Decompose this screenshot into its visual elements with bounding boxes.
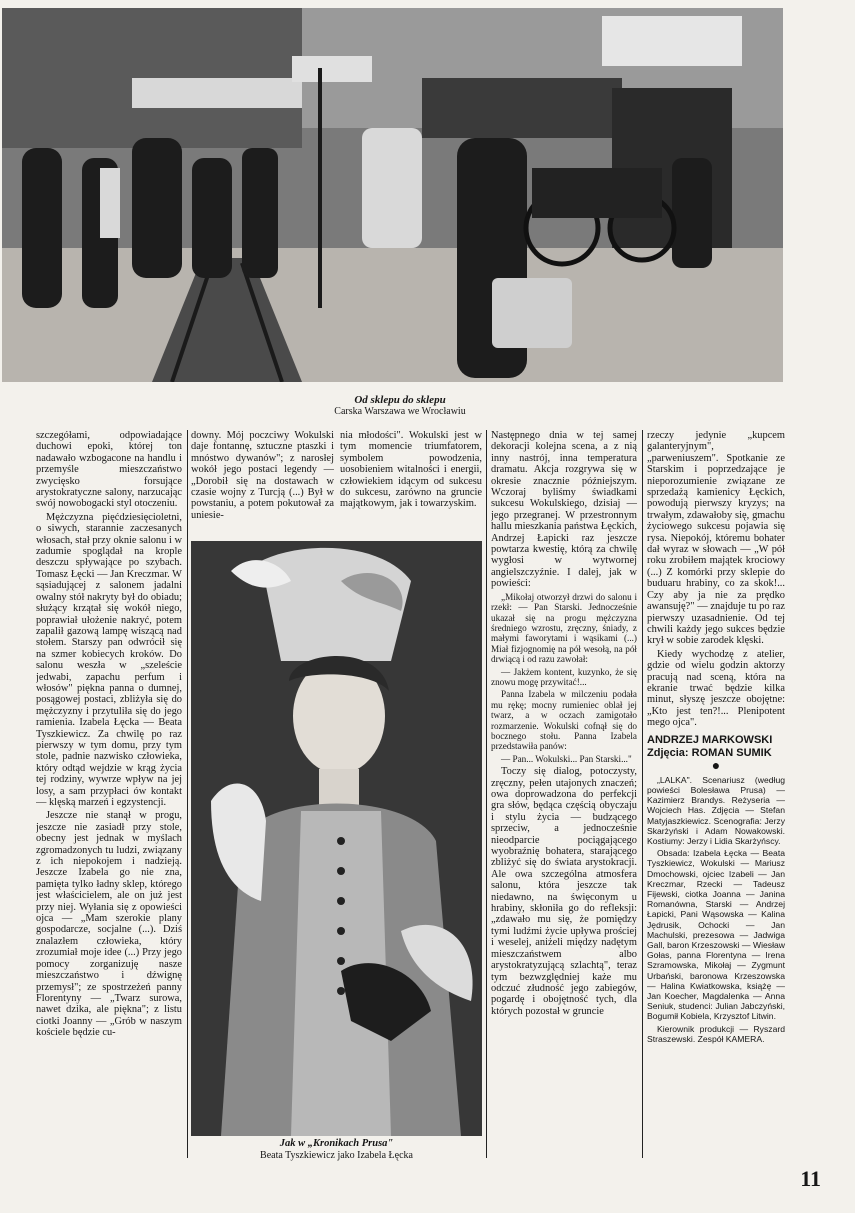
col4-quote-4: — Pan... Wokulski... Pan Starski..." bbox=[501, 753, 632, 764]
column-rule-2 bbox=[486, 430, 487, 1158]
credits-production: Kierownik produkcji — Ryszard Straszewski. Zespół KAMERA. bbox=[647, 1023, 785, 1044]
text-column-2 bbox=[191, 430, 334, 538]
col4-paragraph-1: Następnego dnia w tej samej dekoracji kolejna scena, a z nią inny nastrój, inna temperatura dramatu. Akcja rozgrywa się w okresie znacznie późniejszym. Wczoraj byliśmy świadkami sukcesu Wokulskiego, dzisiaj — jego przegranej. W przestronnym hallu mieszkania państwa Łęckich, Andrzej Łapicki raz jeszcze powtarza kwestię, którą za chwilę wygłosi w wytwornej angielszczyźnie. I dalej, jak w powieści: bbox=[491, 430, 637, 590]
portrait-photo bbox=[191, 541, 482, 1136]
col4-quote-3: Panna Izabela w milczeniu podała mu rękę; mocny rumieniec oblał jej twarz, a w oczach zamigotało rozmarzenie. Wokulski cofnął się do bocznego stołu. Panna Izabela przedstawiła panów: bbox=[491, 689, 637, 752]
portrait-caption-title: Jak w „Kronikach Prusa" bbox=[279, 1138, 394, 1149]
col4-paragraph-2: Toczy się dialog, potoczysty, zręczny, pełen utajonych znaczeń; owa doprowadzona do perfekcji gra słów, będąca częścią obyczaju i stylu życia — budzącego sprzeciw, a jednocześnie nieodparcie pociągającego wyobraźnię bohatera, starającego zbliżyć się do świata arystokracji. Ale owa szczególna atmosfera salonu, która jeszcze tak niedawno, na święconym u hrabiny, skłoniła go do refleksji: „zdawało mu się, że pomiędzy tymi ludźmi życie upływa prościej i weselej, aniżeli między nadętym mieszczaństwem albo arystokratyzującą szlachtą", teraz tym bezwzględniej każe mu odczuć złudność jego zabiegów, pogardę i obojętność tych, dla których pozostał w gruncie bbox=[491, 766, 637, 1017]
portrait-caption-subtitle: Beata Tyszkiewicz jako Izabela Łęcka bbox=[260, 1150, 413, 1161]
col5-paragraph-1: rzeczy jedynie „kupcem galanteryjnym", „parweniuszem". Spotkanie ze Starskim i poprzedzające je nieporozumienie związane ze sprzedażą kamienicy Łęckich, powodują pierwszy kryzys; na trwałym, zdawałoby się, gmachu życiowego sukcesu pojawia się rysa. Niepokój, któremu bohater dał wyraz w słowach — „W pół roku zrobiłem majątek krociowy (...) Z komórki przy sklepie do buduaru hrabiny, co za skok!... Czy aby ja nie za prędko awansuję?" — znajduje tu po raz pierwszy uzasadnienie. Od tej chwili każdy jego sukces będzie krył w sobie zarodek klęski. bbox=[647, 430, 785, 647]
col4-quote-2: — Jakżem kontent, kuzynko, że się znowu mogę przywitać!... bbox=[491, 666, 637, 687]
credits-crew: „LALKA". Scenariusz (według powieści Bolesława Prusa) — Kazimierz Brandys. Reżyseria — Wojciech Has. Zdjęcia — Stefan Matyjaszkiewicz. Scenografia: Jerzy Skarżyński i Adam Nowakowski. Kostiumy: Jerzy i Lidia Skarżyńscy. bbox=[647, 774, 785, 846]
portrait-illustration bbox=[191, 541, 482, 1136]
col3-paragraph-1: nia młodości". Wokulski jest w tym momencie triumfatorem, symbolem powodzenia, uosobieniem witalności i energii, człowiekiem idącym od sukcesu do sukcesu, zarówno na gruncie majątkowym, jak i towarzyskim. bbox=[340, 430, 482, 510]
text-column-5 bbox=[647, 430, 785, 1165]
credits-cast: Obsada: Izabela Łęcka — Beata Tyszkiewicz, Wokulski — Mariusz Dmochowski, ojciec Izabeli — Jan Kreczmar, Rzecki — Tadeusz Fijewski, ciotka Joanna — Janina Romanówna, Starski — Andrzej Łapicki, Pani Wąsowska — Kalina Jędrusik, Ochocki — Jan Machulski, prezesowa — Jadwiga Gall, baron Krzeszowski — Wiesław Gołas, panna Florentyna — Irena Szramowska, Mikołaj — Zygmunt Urbański, baronowa Krzeszowska — Halina Kwiatkowska, książę — Jan Koecher, Magdalenka — Anna Seniuk, studenci: Julian Jabczyński, Bogumił Kobiela, Krzysztof Litwin. bbox=[647, 848, 785, 1022]
col1-paragraph-2: Mężczyzna pięćdziesięcioletni, o siwych, starannie zaczesanych włosach, stał przy oknie salonu i w zadumie spoglądał na krople deszczu spływające po szybach. Tomasz Łęcki — Jan Kreczmar. W sąsiadującej z salonem jadalni owalny stół nakryty był do obiadu; służący krzątał się wokół niego, poprawiał ułożenie nakryć, potem zapalił gazową lampę wiszącą nad stołem. Starszy pan odwrócił się na szmer kobiecych kroków. Do salonu weszła w „szeleście jedwabi, zapachu perfum i włosów" piękna panna o dumnej, posągowej postaci, zbliżyła się do mężczyzny i przytuliła się do jego ramienia. Izabela Łęcka — Beata Tyszkiewicz. Za chwilę po raz pierwszy w tym domu, przy tym stole, padnie nazwisko człowieka, który odtąd wejdzie w krąg życia tej rodziny, wywrze wpływ na jej losy, a sam przypłaci ów kontakt — klęską marzeń i egzystencji. bbox=[36, 511, 182, 808]
film-credits bbox=[647, 775, 785, 1044]
text-column-3 bbox=[340, 430, 482, 538]
street-scene-illustration bbox=[2, 8, 783, 382]
top-photo-caption bbox=[300, 394, 500, 418]
author-signature: ANDRZEJ MARKOWSKI bbox=[647, 733, 773, 746]
column-rule-3 bbox=[642, 430, 643, 1158]
col1-paragraph-1: szczegółami, odpowiadające duchowi epoki, której ton nadawało wzbogacone na handlu i przemyśle mieszczaństwo zwycięsko forsujące arystokratyczne salony, narzucając swój nowobogacki styl otoczeniu. bbox=[36, 430, 182, 510]
page-number: 11 bbox=[800, 1166, 821, 1191]
text-column-4 bbox=[491, 430, 637, 1165]
top-photo-caption-subtitle: Carska Warszawa we Wrocławiu bbox=[334, 406, 466, 417]
top-photo-caption-title: Od sklepu do sklepu bbox=[354, 394, 446, 406]
street-scene-photo bbox=[2, 8, 783, 382]
column-rule-1 bbox=[187, 430, 188, 1158]
photos-credit: Zdjęcia: ROMAN SUMIK bbox=[647, 746, 772, 759]
col2-paragraph-1: downy. Mój poczciwy Wokulski daje fontannę, sztuczne ptaszki i mnóstwo dywanów"; z narosłej wokół jego postaci legendy — „Dorobił się na dostawach w czasie wojny z Turcją (...) Był w powstaniu, a potem pokutował za uniesie- bbox=[191, 430, 334, 521]
text-column-1 bbox=[36, 430, 182, 1165]
bullet-separator: ● bbox=[711, 759, 721, 775]
col5-paragraph-2: Kiedy wychodzę z atelier, gdzie od wielu godzin aktorzy pracują nad sceną, która na ekranie trwać będzie kilka minut, słyszę jeszcze obojętne: „Kto jest ten?!... Plenipotent mego ojca". bbox=[647, 648, 785, 729]
col1-paragraph-3: Jeszcze nie stanął w progu, jeszcze nie zasiadł przy stole, obecny jest jednak w myślach zgromadzonych tu ludzi, związany z ich niepokojem i nadzieją. Jeszcze Izabela go nie zna, pamięta tylko ładny sklep, którego jest właścicielem, ale on już jest przy niej. Wyłania się z opowieści ojca — „Mam szerokie plany gospodarcze, socjalne (...). Dziś znalazłem człowieka, który zrozumiał moje idee (...) Przy jego pomocy zorganizuję nasze mieszczaństwo i dźwignę przemysł"; ze spostrzeżeń panny Florentyny — „Twarz surowa, nawet dzika, ale piękna"; z listu ciotki Joanny — „Grób w naszym kościele będzie cu- bbox=[36, 810, 182, 1039]
portrait-photo-caption bbox=[191, 1138, 482, 1162]
col4-quote-1: „Mikołaj otworzył drzwi do salonu i rzekł: — Pan Starski. Jednocześnie ukazał się na progu mężczyzna średniego wzrostu, zręczny, śniady, z małymi faworytami i wąsikami (...) Miał fizjognomię na pół wesołą, na pół drwiącą i od razu zawołał: bbox=[491, 591, 637, 665]
